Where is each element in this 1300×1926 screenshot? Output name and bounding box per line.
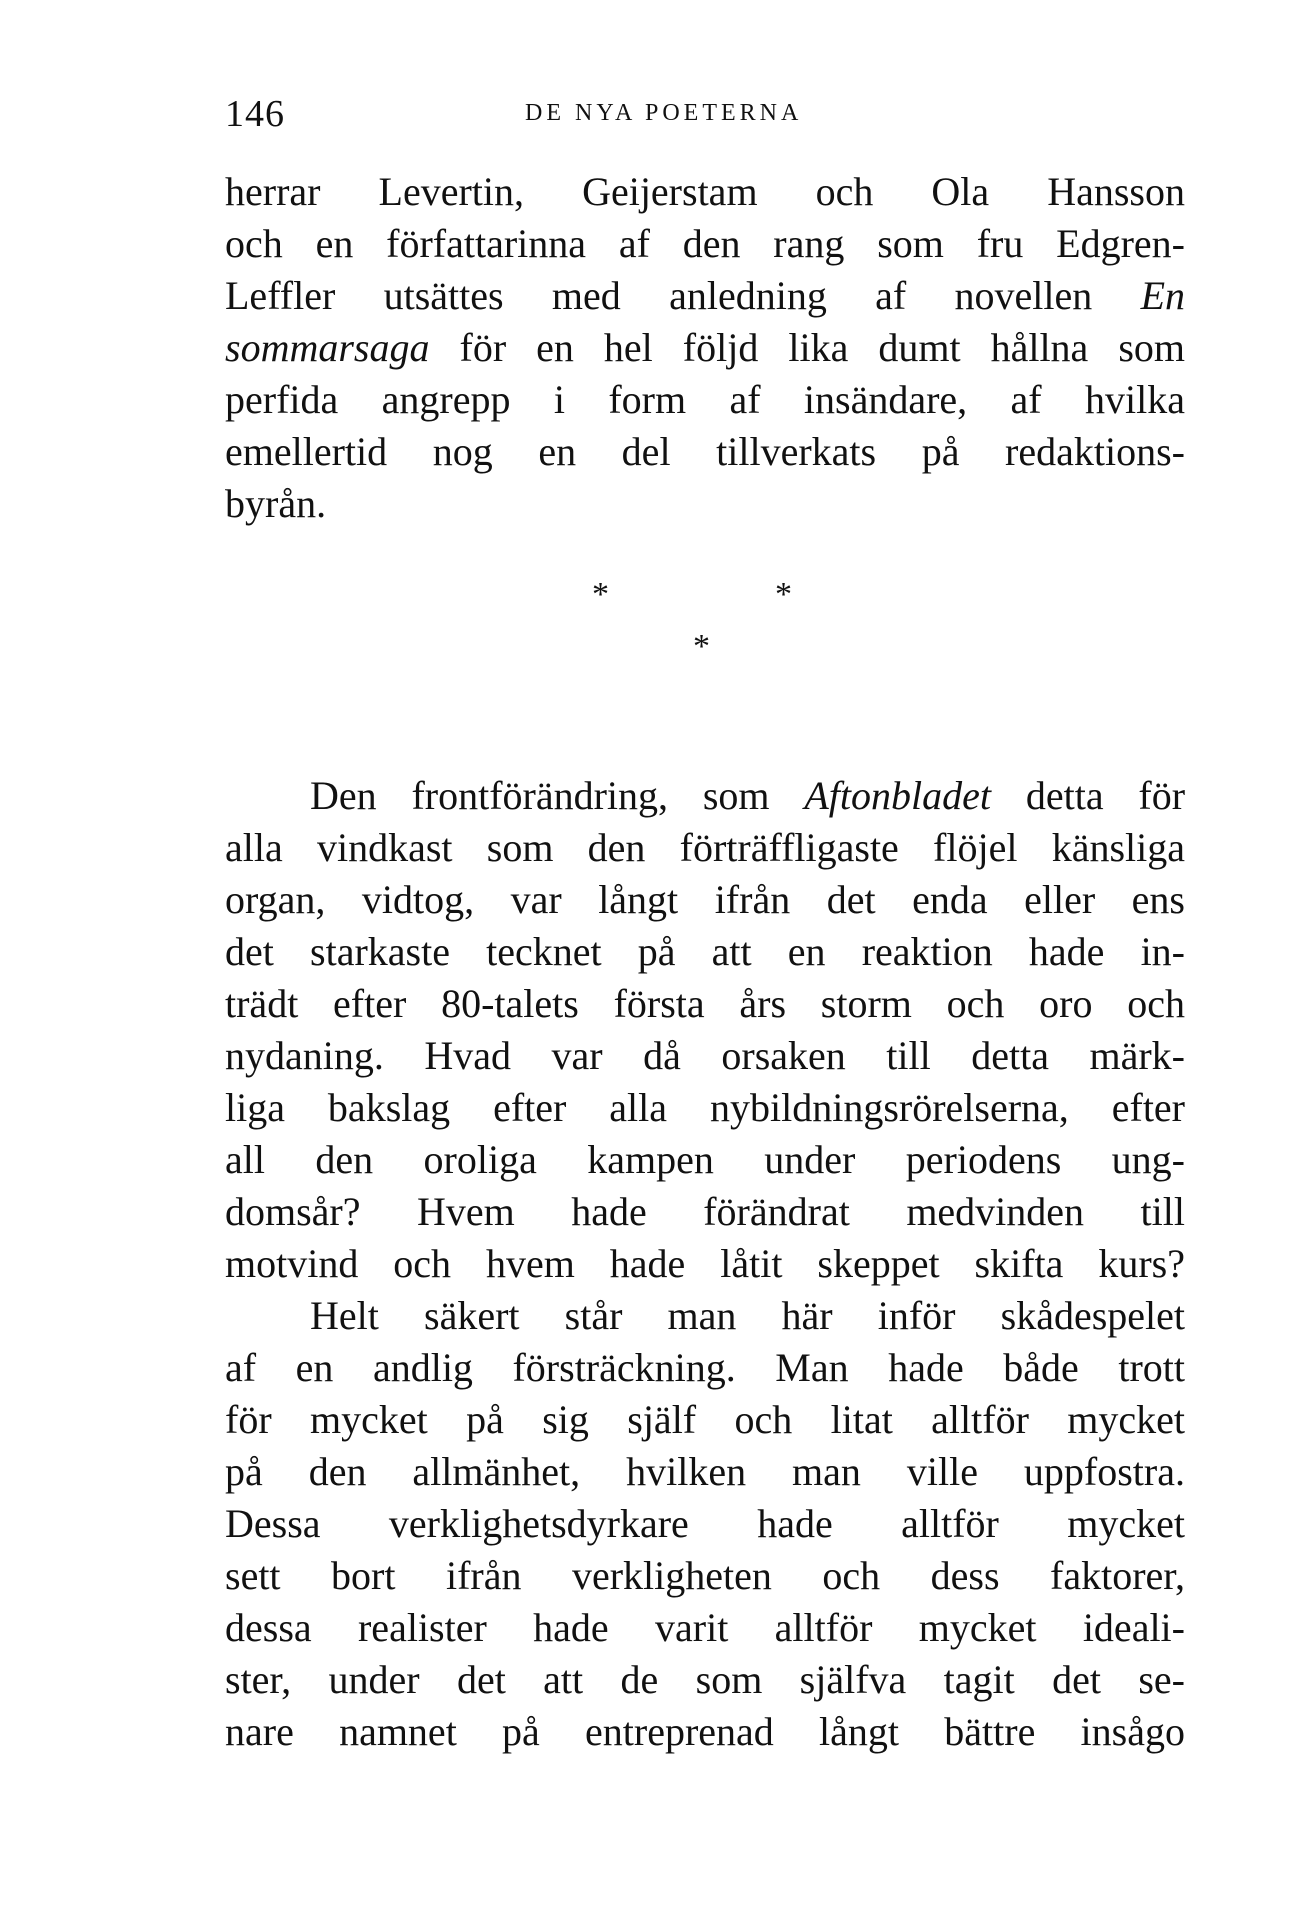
paragraph-1 [225, 166, 1185, 530]
text-line: och en författarinna af den rang som fru Edgren- [225, 221, 1185, 266]
text-line: nydaning. Hvad var då orsaken till detta märk- [225, 1033, 1185, 1078]
text-segment: detta för [1025, 773, 1186, 818]
text-line: motvind och hvem hade låtit skeppet skifta kurs? [225, 1241, 1185, 1286]
italic-title: En [1140, 273, 1185, 318]
text-line: på den allmänhet, hvilken man ville uppfostra. [225, 1449, 1185, 1494]
page-header [225, 92, 1185, 142]
paragraph-2 [225, 770, 1185, 1758]
text-line: Helt säkert står man här inför skådespelet [310, 1293, 1185, 1338]
text-line: all den oroliga kampen under periodens ung- [225, 1137, 1185, 1182]
text-segment: Den frontförändring, som [310, 773, 770, 818]
text-line: Dessa verklighetsdyrkare hade alltför mycket [225, 1501, 1185, 1546]
text-line: dessa realister hade varit alltför mycket ideali- [225, 1605, 1185, 1650]
text-line: domsår? Hvem hade förändrat medvinden till [225, 1189, 1185, 1234]
asterisk: * [775, 576, 792, 613]
text-line: trädt efter 80-talets första års storm och oro och [225, 981, 1185, 1026]
text-line: för mycket på sig själf och litat alltför mycket [225, 1397, 1185, 1442]
running-head: DE NYA POETERNA [525, 100, 803, 126]
text-line: ster, under det att de som själfva tagit det se- [225, 1657, 1185, 1702]
text-line: sett bort ifrån verkligheten och dess faktorer, [225, 1553, 1185, 1598]
text-line [225, 322, 1185, 374]
text-line: af en andlig försträckning. Man hade både trott [225, 1345, 1185, 1390]
italic-title: Aftonbladet [804, 773, 992, 818]
text-line: emellertid nog en del tillverkats på redaktions- [225, 429, 1185, 474]
text-line: herrar Levertin, Geijerstam och Ola Hansson [225, 169, 1185, 214]
text-line: liga bakslag efter alla nybildningsrörelserna, efter [225, 1085, 1185, 1130]
asterisk: * [693, 628, 710, 665]
text-segment: för en hel följd lika dumt hållna som [459, 325, 1185, 370]
text-line: byrån. [225, 481, 327, 526]
italic-title: sommarsaga [225, 325, 430, 370]
text-line: nare namnet på entreprenad långt bättre insågo [225, 1709, 1185, 1754]
text-line: alla vindkast som den förträffligaste flöjel känsliga [225, 825, 1185, 870]
text-line [225, 770, 1185, 822]
text-line [225, 270, 1185, 322]
text-line: det starkaste tecknet på att en reaktion hade in- [225, 929, 1185, 974]
text-line: organ, vidtog, var långt ifrån det enda eller ens [225, 877, 1185, 922]
text-segment: Leffler utsättes med anledning af novellen [225, 273, 1093, 318]
page-number: 146 [225, 93, 285, 135]
text-line: perfida angrepp i form af insändare, af hvilka [225, 377, 1185, 422]
asterisk: * [592, 576, 609, 613]
